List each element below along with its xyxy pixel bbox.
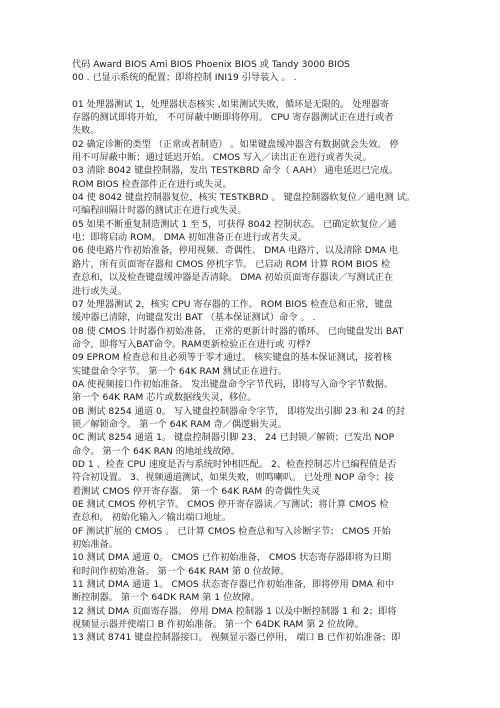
body-line: 05 如果不断重复制造测试 1 至 5，可获得 8042 控制状态。 已确定软复位／通 bbox=[72, 218, 397, 230]
body-line: 存器的测试即将开始， 不可屏蔽中断即将停用。 CPU 寄存器测试正在进行或者 bbox=[72, 112, 394, 124]
paragraph-gap bbox=[72, 85, 428, 98]
body-line: 电；即将启动 ROM。 DMA 初如准备正在进行或者失灵。 bbox=[72, 232, 308, 244]
body-line: 第一个 64K RAM 芯片或数据线失灵，移位。 bbox=[72, 392, 257, 404]
body-line: 03 清除 8042 键盘控制器，发出 TESTKBRD 命令（ AAH） 通电延迟已完成。 bbox=[72, 165, 399, 177]
body-line: 06 使电路片作初始准备，停用视频、奇偶性、 DMA 电路片，以及清除 DMA 电 bbox=[72, 245, 399, 257]
body-line: 10 测试 DMA 通道 0。 CMOS 已作初始准备， CMOS 状态寄存器即将为日期 bbox=[72, 552, 392, 564]
body-line: 0F 测试扩展的 CMOS 。 已计算 CMOS 检查总和写入诊断字节； CMOS 开始 bbox=[72, 525, 391, 537]
body-line: 0A 使视频接口作初始准备。 发出键盘命令字节代码，即将写入命令字节数据。 bbox=[72, 378, 394, 390]
body-line: 锁／解锁命令。 第一个 64K RAM 奇／偶逻辑失灵。 bbox=[72, 418, 287, 430]
body-line: 符合初设置。 3、视频通道测试，如果失败，则鸣喇叭。 已处理 NOP 命令；接 bbox=[72, 472, 394, 484]
body-line: 0C 测试 8254 通道 1。 键盘控制器引脚 23、 24 已封锁／解锁；已发出 NOP bbox=[72, 432, 395, 444]
body-line: 11 测试 DMA 通道 1。 CMOS 状态寄存器已作初始准备，即将停用 DMA 和中 bbox=[72, 579, 395, 591]
body-line: 可编程间隔计时器的测试正在进行或失灵。 bbox=[72, 205, 247, 217]
body-line: 13 测试 8741 键盘控制器接口。 视频显示器已停用， 端口 B 已作初始准备；即 bbox=[72, 632, 401, 644]
document-page bbox=[72, 58, 428, 645]
body-line: 进行或失灵。 bbox=[72, 285, 128, 297]
body-line: 0E 测试 CMOS 停机字节。 CMOS 停开寄存器读／写测试；将计算 CMOS 检 bbox=[72, 499, 389, 510]
body-line: 04 使 8042 键盘控制器复位，核实 TESTKBRD 。 键盘控制器软复位／通电测 试。 bbox=[72, 192, 416, 204]
body-line: 初始准备。 bbox=[72, 539, 118, 551]
body-line: 0D 1 、检查 CPU 速度是否与系统时钟相匹配。 2、检查控制芯片已编程值是否 bbox=[72, 458, 397, 470]
body-line: 失败。 bbox=[72, 125, 100, 137]
body-line: 0B 测试 8254 通道 0。 写入键盘控制器命令字节， 即将发出引脚 23 和 24 的封 bbox=[72, 405, 405, 417]
body-line: 路片，所有页面寄存器和 CMOS 停机字节。 已启动 ROM 计算 ROM BIOS 检 bbox=[72, 258, 391, 270]
body-line: 和时间作初始准备。 第一个 64K RAM 第 0 位故障。 bbox=[72, 565, 290, 577]
body-line: 命令，即将写入BAT命令。RAM更新检验正在进行或 刃桴? bbox=[72, 338, 311, 350]
body-text bbox=[72, 98, 428, 645]
header-line: 代码 Award BIOS Ami BIOS Phoenix BIOS 或 Tandy 3000 BIOS bbox=[72, 59, 351, 70]
body-line: 用不可屏蔽中断；通过延迟开始。 CMOS 写入／读出正在进行或者失灵。 bbox=[72, 152, 372, 164]
body-line: 07 处理器测试 2，核实 CPU 寄存器的工作。 ROM BIOS 检查总和正常，键盘 bbox=[72, 298, 393, 310]
body-line: 查总和。 初始化输入／输出端口地址。 bbox=[72, 512, 232, 524]
header-line: 00 . 已显示系统的配置；即将控制 INI19 引导装入 。 . bbox=[72, 72, 297, 84]
body-line: 02 确定诊断的类型 （正常或者制造） 。如果键盘缓冲器含有数据就会失效。 停 bbox=[72, 138, 399, 150]
body-line: 断控制器。 第一个 64DK RAM 第 1 位故障。 bbox=[72, 592, 260, 604]
body-line: 01 处理器测试 1，处理器状态核实 ,如果测试失败，循环是无限的。 处理器寄 bbox=[72, 98, 389, 110]
body-line: 08 使 CMOS 计时器作初始准备， 正常的更新计时器的循环。 已向键盘发出 BAT bbox=[72, 325, 404, 337]
body-line: 09 EPROM 检查总和且必须等于零才通过。 核实键盘的基本保证测试，接着核 bbox=[72, 352, 392, 364]
body-line: 12 测试 DMA 页面寄存器。 停用 DMA 控制器 1 以及中断控制器 1 和 2；即将 bbox=[72, 605, 397, 617]
body-line: 视频显示器并使端口 B 作初始准备。 第一个 64DK RAM 第 2 位故障。 bbox=[72, 619, 364, 631]
body-line: 着测试 CMOS 停开寄存器。 第一个 64K RAM 的奇偶性失灵 bbox=[72, 485, 321, 497]
body-line: 命令。 第一个 64K RAN 的地址线故障。 bbox=[72, 445, 241, 457]
body-line: 实键盘命令字节。 第一个 64K RAM 测试正在进行。 bbox=[72, 365, 287, 377]
body-line: ROM BIOS 检查部件正在进行或失灵。 bbox=[72, 178, 232, 190]
body-line: 查总和，以及检查键盘缓冲器是否清除。 DMA 初始页面寄存器读／写测试正在 bbox=[72, 272, 394, 284]
body-line: 缓冲器已清除，向键盘发出 BAT （基本保证测试）命令 。 . bbox=[72, 312, 316, 324]
